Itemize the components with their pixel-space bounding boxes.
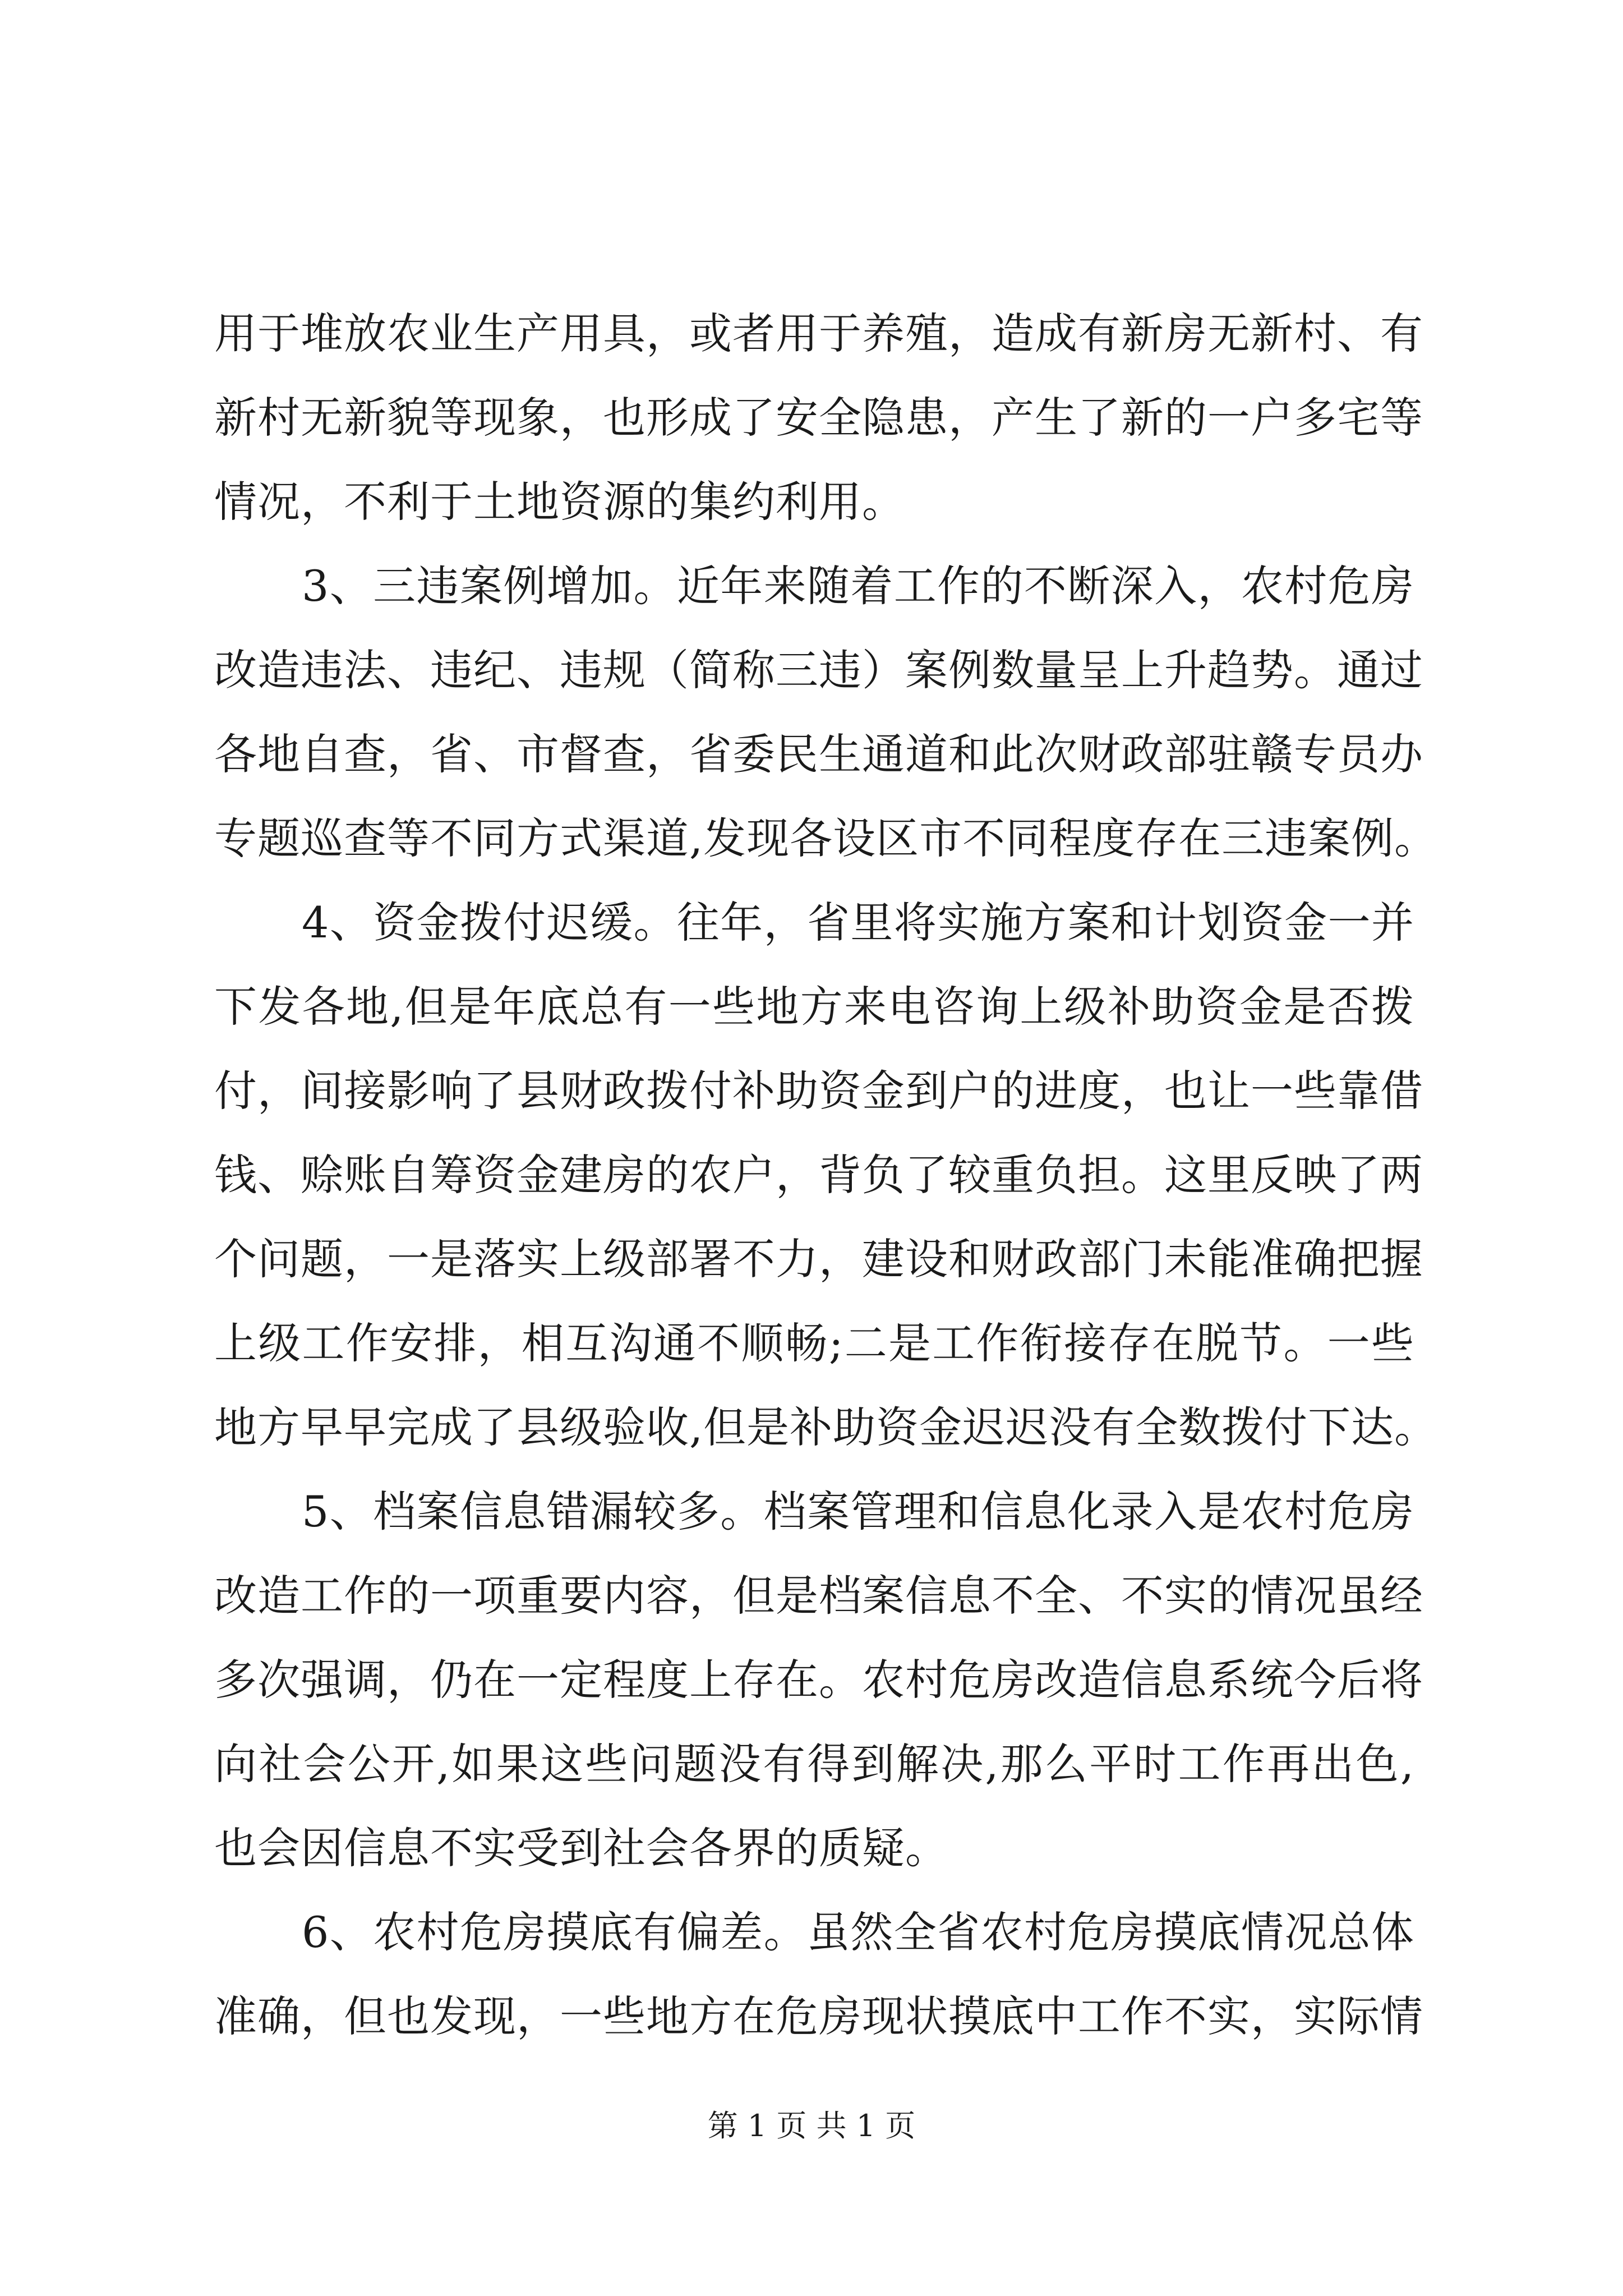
text-line: 专题巡查等不同方式渠道,发现各设区市不同程度存在三违案例。	[214, 813, 1438, 863]
text-line: 改造工作的一项重要内容，但是档案信息不全、不实的情况虽经	[214, 1571, 1423, 1621]
text-line: 各地自查，省、市督查，省委民生通道和此次财政部驻赣专员办	[214, 729, 1423, 779]
text-line: 向社会公开,如果这些问题没有得到解决,那么平时工作再出色,	[214, 1739, 1414, 1789]
text-line: 也会因信息不实受到社会各界的质疑。	[214, 1823, 948, 1873]
text-line: 新村无新貌等现象，也形成了安全隐患，产生了新的一户多宅等	[214, 393, 1423, 443]
text-line: 改造违法、违纪、违规（简称三违）案例数量呈上升趋势。通过	[214, 645, 1423, 695]
paragraph-first-line: 6、农村危房摸底有偏差。虽然全省农村危房摸底情况总体	[302, 1907, 1414, 1957]
text-line: 准确，但也发现，一些地方在危房现状摸底中工作不实，实际情	[214, 1991, 1423, 2041]
text-line: 情况，不利于土地资源的集约利用。	[214, 477, 905, 527]
text-line: 地方早早完成了县级验收,但是补助资金迟迟没有全数拨付下达。	[214, 1402, 1438, 1452]
paragraph-first-line: 4、资金拨付迟缓。往年，省里将实施方案和计划资金一并	[302, 898, 1414, 947]
text-line: 付，间接影响了县财政拨付补助资金到户的进度，也让一些靠借	[214, 1066, 1423, 1116]
text-line: 钱、赊账自筹资金建房的农户，背负了较重负担。这里反映了两	[214, 1150, 1423, 1200]
text-line: 上级工作安排，相互沟通不顺畅;二是工作衔接存在脱节。一些	[214, 1318, 1414, 1368]
paragraph-first-line: 5、档案信息错漏较多。档案管理和信息化录入是农村危房	[302, 1487, 1414, 1536]
text-line: 下发各地,但是年底总有一些地方来电咨询上级补助资金是否拨	[214, 982, 1414, 1032]
document-body	[214, 292, 1438, 2059]
text-line: 用于堆放农业生产用具，或者用于养殖，造成有新房无新村、有	[214, 309, 1423, 358]
paragraph-first-line: 3、三违案例增加。近年来随着工作的不断深入，农村危房	[302, 561, 1414, 611]
page-number-footer: 第 1 页 共 1 页	[707, 2108, 916, 2143]
text-line: 多次强调，仍在一定程度上存在。农村危房改造信息系统今后将	[214, 1655, 1423, 1705]
text-line: 个问题，一是落实上级部署不力，建设和财政部门未能准确把握	[214, 1234, 1423, 1284]
